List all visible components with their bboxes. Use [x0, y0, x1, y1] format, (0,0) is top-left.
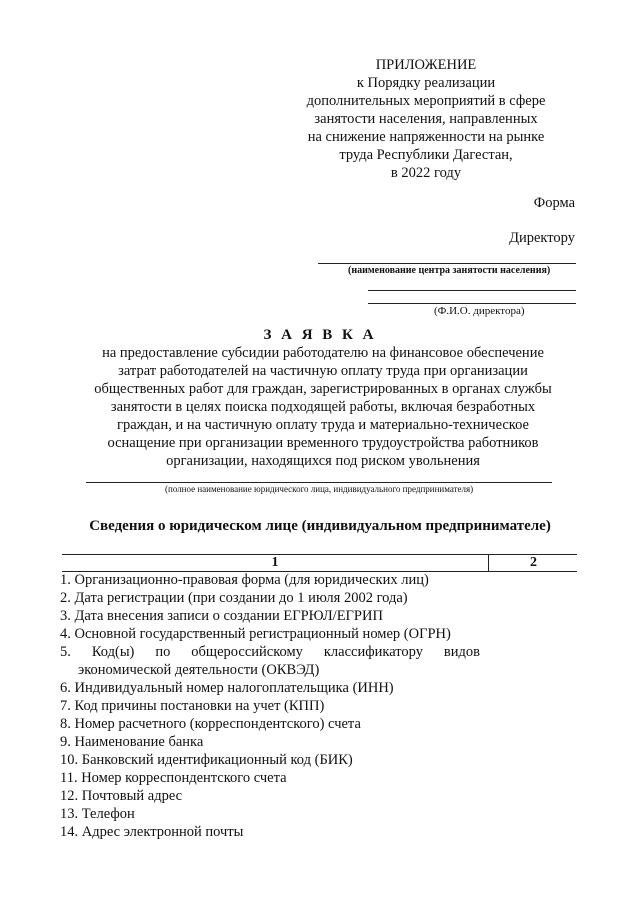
appendix-line: дополнительных мероприятий в сфере: [306, 93, 546, 109]
list-item: 9. Наименование банка: [60, 734, 204, 750]
center-name-line: [318, 263, 576, 264]
description-line: организации, находящихся под риском увольнения: [166, 453, 480, 469]
list-item: 11. Номер корреспондентского счета: [60, 770, 287, 786]
form-label: Форма: [533, 195, 575, 211]
legal-name-line: [86, 482, 552, 483]
legal-name-caption: (полное наименование юридического лица, индивидуального предпринимателя): [165, 484, 474, 494]
list-item: 8. Номер расчетного (корреспондентского) счета: [60, 716, 361, 732]
list-item: 14. Адрес электронной почты: [60, 824, 244, 840]
appendix-line: к Порядку реализации: [356, 75, 496, 91]
list-item: 3. Дата внесения записи о создании ЕГРЮЛ/ЕГРИП: [60, 608, 383, 624]
appendix-line: ПРИЛОЖЕНИЕ: [375, 57, 477, 73]
appendix-line: труда Республики Дагестан,: [339, 147, 513, 163]
appendix-line: занятости населения, направленных: [314, 111, 538, 127]
fio-caption: (Ф.И.О. директора): [434, 305, 525, 317]
fio-line-1: [368, 290, 576, 291]
description-line: общественных работ для граждан, зарегистрированных в органах службы: [94, 381, 552, 397]
table-header-col-1: 1: [271, 555, 279, 570]
table-header-col-2: 2: [488, 555, 578, 571]
table-header: [62, 554, 577, 572]
list-item: 5. Код(ы) по общероссийскому классификатору видов: [60, 644, 480, 660]
list-item: 7. Код причины постановки на учет (КПП): [60, 698, 325, 714]
list-item: 10. Банковский идентификационный код (БИК): [60, 752, 353, 768]
description-line: оснащение при организации временного трудоустройства работников: [107, 435, 539, 451]
info-list: [60, 571, 500, 841]
list-item: 1. Организационно-правовая форма (для юридических лиц): [60, 572, 429, 588]
description-line: на предоставление субсидии работодателю на финансовое обеспечение: [102, 345, 544, 361]
list-item: 12. Почтовый адрес: [60, 788, 183, 804]
section-title: Сведения о юридическом лице (индивидуальном предпринимателе): [89, 518, 551, 534]
application-title: З А Я В К А: [263, 327, 377, 343]
appendix-line: в 2022 году: [390, 165, 462, 181]
description-line: занятости в целях поиска подходящей работы, включая безработных: [110, 399, 536, 415]
list-item: 2. Дата регистрации (при создании до 1 июля 2002 года): [60, 590, 408, 606]
list-item: 6. Индивидуальный номер налогоплательщика (ИНН): [60, 680, 394, 696]
center-name-caption: (наименование центра занятости населения): [348, 265, 551, 276]
appendix-line: на снижение напряженности на рынке: [307, 129, 545, 145]
application-description: [80, 344, 566, 470]
description-line: граждан, и на частичную оплату труда и материально-техническое: [117, 417, 529, 433]
appendix-header: [300, 56, 552, 182]
list-item: 13. Телефон: [60, 806, 135, 822]
fio-line-2: [368, 303, 576, 304]
addressee-director: Директору: [509, 230, 575, 246]
list-item: 4. Основной государственный регистрационный номер (ОГРН): [60, 626, 451, 642]
description-line: затрат работодателей на частичную оплату труда при организации: [118, 363, 528, 379]
list-item: экономической деятельности (ОКВЭД): [78, 662, 320, 678]
